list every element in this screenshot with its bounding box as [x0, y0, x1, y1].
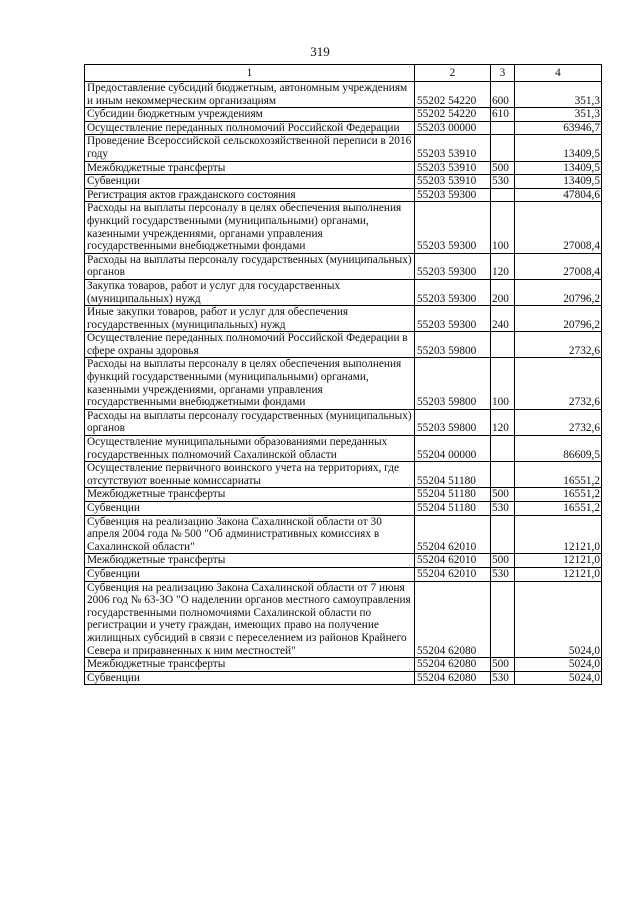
table-row	[85, 161, 602, 175]
row-code-cell: 55203 59300	[415, 306, 491, 332]
row-type-cell: 530	[491, 175, 515, 189]
page-number: 319	[310, 44, 330, 59]
row-amount-cell: 20796,2	[515, 279, 602, 305]
budget-table	[84, 64, 602, 685]
table-row	[85, 82, 602, 108]
row-type-cell	[491, 462, 515, 488]
row-amount-cell: 13409,5	[515, 161, 602, 175]
table-row	[85, 175, 602, 189]
row-name-cell: Осуществление муниципальными образованиями переданных государственных полномочий Сахалинской области	[85, 436, 415, 462]
row-code-cell: 55204 51180	[415, 502, 491, 516]
row-amount-cell: 16551,2	[515, 462, 602, 488]
row-amount-cell: 13409,5	[515, 175, 602, 189]
table-row	[85, 279, 602, 305]
row-type-cell: 610	[491, 108, 515, 122]
table-row	[85, 202, 602, 253]
row-type-cell: 120	[491, 409, 515, 435]
table-row	[85, 409, 602, 435]
row-name-cell: Субвенции	[85, 502, 415, 516]
row-code-cell: 55204 62080	[415, 581, 491, 658]
table-row	[85, 671, 602, 685]
header-col-4: 4	[515, 65, 602, 82]
row-type-cell: 500	[491, 161, 515, 175]
row-name-cell: Проведение Всероссийской сельскохозяйственной переписи в 2016 году	[85, 135, 415, 161]
row-amount-cell: 86609,5	[515, 436, 602, 462]
row-name-cell: Расходы на выплаты персоналу в целях обеспечения выполнения функций государственными (муниципальными) органами, казенными учреждениями, органами управления государственными внебюджетными фондами	[85, 202, 415, 253]
table-row	[85, 332, 602, 358]
table-row	[85, 121, 602, 135]
row-code-cell: 55204 51180	[415, 488, 491, 502]
row-amount-cell: 27008,4	[515, 202, 602, 253]
row-name-cell: Расходы на выплаты персоналу государственных (муниципальных) органов	[85, 253, 415, 279]
row-type-cell: 100	[491, 202, 515, 253]
row-name-cell: Субсидии бюджетным учреждениям	[85, 108, 415, 122]
row-type-cell: 500	[491, 658, 515, 672]
row-type-cell: 500	[491, 554, 515, 568]
row-code-cell: 55204 62010	[415, 567, 491, 581]
row-code-cell: 55203 53910	[415, 161, 491, 175]
table-row	[85, 108, 602, 122]
row-code-cell: 55203 59300	[415, 279, 491, 305]
table-row	[85, 436, 602, 462]
row-code-cell: 55203 59800	[415, 332, 491, 358]
table-row	[85, 253, 602, 279]
row-code-cell: 55204 62080	[415, 671, 491, 685]
row-name-cell: Субвенции	[85, 567, 415, 581]
row-type-cell	[491, 332, 515, 358]
row-name-cell: Субвенция на реализацию Закона Сахалинской области от 7 июня 2006 год № 63-ЗО "О наделении органов местного самоуправления государственными полномочиями Сахалинской области по регистрации и учету граждан, имеющих право на получение жилищных субсидий в связи с переселением из районов Крайнего Севера и приравненных к ним местностей"	[85, 581, 415, 658]
row-amount-cell: 351,3	[515, 108, 602, 122]
row-name-cell: Осуществление переданных полномочий Российской Федерации в сфере охраны здоровья	[85, 332, 415, 358]
row-type-cell	[491, 188, 515, 202]
table-row	[85, 567, 602, 581]
row-type-cell: 200	[491, 279, 515, 305]
row-type-cell: 530	[491, 502, 515, 516]
table-row	[85, 358, 602, 409]
row-name-cell: Расходы на выплаты персоналу государственных (муниципальных) органов	[85, 409, 415, 435]
row-code-cell: 55203 59800	[415, 409, 491, 435]
row-type-cell	[491, 436, 515, 462]
row-code-cell: 55203 53910	[415, 175, 491, 189]
row-amount-cell: 351,3	[515, 82, 602, 108]
header-row	[85, 65, 602, 82]
row-code-cell: 55203 53910	[415, 135, 491, 161]
table-row	[85, 188, 602, 202]
row-type-cell	[491, 121, 515, 135]
row-code-cell: 55204 62010	[415, 515, 491, 554]
table-row	[85, 306, 602, 332]
row-type-cell: 530	[491, 671, 515, 685]
row-type-cell: 600	[491, 82, 515, 108]
header-col-2: 2	[415, 65, 491, 82]
row-amount-cell: 5024,0	[515, 581, 602, 658]
row-name-cell: Межбюджетные трансферты	[85, 161, 415, 175]
row-code-cell: 55203 00000	[415, 121, 491, 135]
row-name-cell: Межбюджетные трансферты	[85, 488, 415, 502]
row-type-cell	[491, 135, 515, 161]
row-amount-cell: 5024,0	[515, 671, 602, 685]
row-name-cell: Межбюджетные трансферты	[85, 554, 415, 568]
table-row	[85, 658, 602, 672]
table-row	[85, 462, 602, 488]
row-name-cell: Осуществление переданных полномочий Российской Федерации	[85, 121, 415, 135]
row-name-cell: Расходы на выплаты персоналу в целях обеспечения выполнения функций государственными (муниципальными) органами, казенными учреждениями, органами управления государственными внебюджетными фондами	[85, 358, 415, 409]
header-col-3: 3	[491, 65, 515, 82]
row-name-cell: Субвенция на реализацию Закона Сахалинской области от 30 апреля 2004 года № 500 "Об административных комиссиях в Сахалинской области"	[85, 515, 415, 554]
header-col-1: 1	[85, 65, 415, 82]
row-type-cell: 500	[491, 488, 515, 502]
row-code-cell: 55203 59300	[415, 202, 491, 253]
row-name-cell: Осуществление первичного воинского учета на территориях, где отсутствуют военные комиссариаты	[85, 462, 415, 488]
row-code-cell: 55202 54220	[415, 108, 491, 122]
row-amount-cell: 12121,0	[515, 554, 602, 568]
row-amount-cell: 2732,6	[515, 358, 602, 409]
row-amount-cell: 5024,0	[515, 658, 602, 672]
row-amount-cell: 16551,2	[515, 502, 602, 516]
row-type-cell: 240	[491, 306, 515, 332]
row-amount-cell: 12121,0	[515, 567, 602, 581]
row-code-cell: 55204 62010	[415, 554, 491, 568]
row-amount-cell: 20796,2	[515, 306, 602, 332]
table-row	[85, 581, 602, 658]
row-amount-cell: 63946,7	[515, 121, 602, 135]
row-amount-cell: 27008,4	[515, 253, 602, 279]
row-amount-cell: 47804,6	[515, 188, 602, 202]
row-type-cell	[491, 581, 515, 658]
row-name-cell: Предоставление субсидий бюджетным, автономным учреждениям и иным некоммерческим организациям	[85, 82, 415, 108]
table-row	[85, 135, 602, 161]
row-code-cell: 55204 51180	[415, 462, 491, 488]
row-code-cell: 55204 62080	[415, 658, 491, 672]
row-name-cell: Иные закупки товаров, работ и услуг для обеспечения государственных (муниципальных) нужд	[85, 306, 415, 332]
row-code-cell: 55203 59300	[415, 253, 491, 279]
row-code-cell: 55203 59800	[415, 358, 491, 409]
row-name-cell: Межбюджетные трансферты	[85, 658, 415, 672]
row-type-cell: 530	[491, 567, 515, 581]
row-amount-cell: 2732,6	[515, 332, 602, 358]
row-code-cell: 55202 54220	[415, 82, 491, 108]
row-type-cell: 120	[491, 253, 515, 279]
row-name-cell: Регистрация актов гражданского состояния	[85, 188, 415, 202]
row-amount-cell: 13409,5	[515, 135, 602, 161]
table-row	[85, 488, 602, 502]
row-code-cell: 55204 00000	[415, 436, 491, 462]
row-amount-cell: 16551,2	[515, 488, 602, 502]
row-name-cell: Субвенции	[85, 175, 415, 189]
row-amount-cell: 2732,6	[515, 409, 602, 435]
row-name-cell: Закупка товаров, работ и услуг для государственных (муниципальных) нужд	[85, 279, 415, 305]
row-amount-cell: 12121,0	[515, 515, 602, 554]
row-name-cell: Субвенции	[85, 671, 415, 685]
table-row	[85, 515, 602, 554]
row-code-cell: 55203 59300	[415, 188, 491, 202]
table-row	[85, 554, 602, 568]
table-row	[85, 502, 602, 516]
row-type-cell	[491, 515, 515, 554]
row-type-cell: 100	[491, 358, 515, 409]
